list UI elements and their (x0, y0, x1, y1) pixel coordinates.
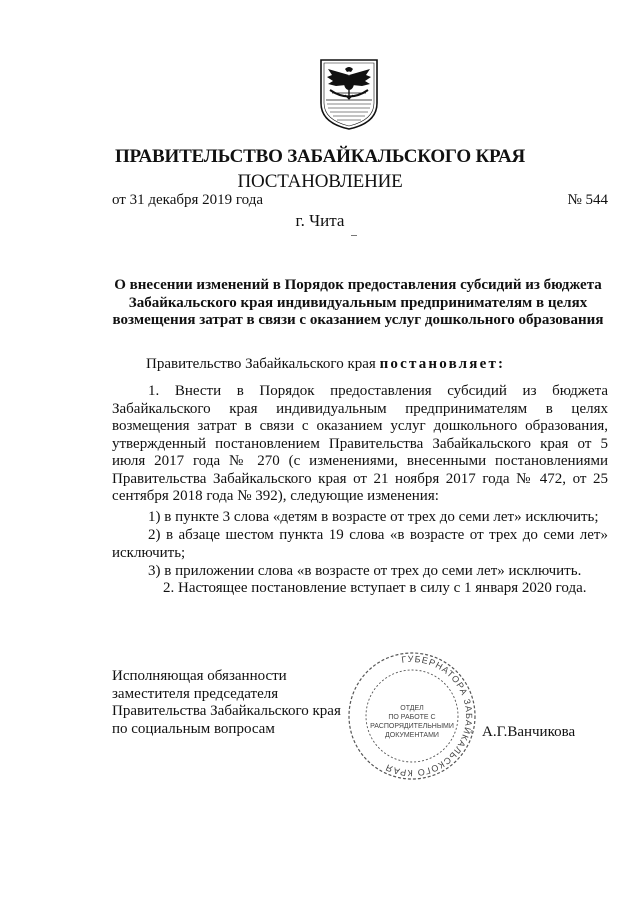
stamp-inner-text-2: ПО РАБОТЕ С (388, 714, 436, 721)
subclause-1: 1) в пункте 3 слова «детям в возрасте от трех до семи лет» исключить; (148, 509, 599, 525)
subclause-3: 3) в приложении слова «в возрасте от трех до семи лет» исключить. (148, 563, 582, 579)
preamble-decree: постановляет: (379, 356, 506, 372)
government-title: ПРАВИТЕЛЬСТВО ЗАБАЙКАЛЬСКОГО КРАЯ (114, 146, 526, 167)
stamp-inner-text-3: РАСПОРЯДИТЕЛЬНЫМИ (370, 723, 454, 730)
preamble-prefix: Правительство Забайкальского края (146, 356, 376, 372)
stamp-inner-text-4: ДОКУМЕНТАМИ (385, 732, 439, 739)
stamp-inner-text-1: ОТДЕЛ (400, 705, 424, 712)
document-type: ПОСТАНОВЛЕНИЕ (237, 171, 403, 192)
signatory-line: Правительства Забайкальского края (112, 703, 341, 719)
document-number: № 544 (567, 192, 608, 208)
subclause-2: 2) в абзаце шестом пункта 19 слова «в возрасте от трех до семи лет» исключить; (112, 527, 608, 561)
official-stamp (346, 650, 478, 782)
subject-line: возмещения затрат в связи с оказанием услуг дошкольного образования (112, 312, 604, 328)
document-subject (108, 277, 608, 330)
signatory-position (112, 668, 341, 738)
preamble (146, 356, 505, 373)
subject-line: О внесении изменений в Порядок предоставления субсидий из бюджета (114, 277, 602, 293)
document-city: г. Чита (295, 211, 345, 230)
signatory-line: по социальным вопросам (112, 720, 275, 737)
clause-1: 1. Внести в Порядок предоставления субсидий из бюджета Забайкальского края индивидуальным предпринимателям в целях возмещения затрат в связи с оказанием услуг дошкольного образования, утвержденный постановлением Правительства Забайкальского края от 5 июля 2017 года № 270 (с изменениями, внесенными постановлениями Правительства Забайкальского края от 21 ноября 2017 года № 472, от 25 сентября 2018 года № 392), следующие изменения: (112, 383, 608, 504)
coat-of-arms-icon (318, 57, 380, 131)
stamp-outer-text: ГУБЕРНАТОРА ЗАБАЙКАЛЬСКОГО КРАЯ (383, 653, 475, 779)
divider (351, 235, 357, 236)
signatory-line: заместителя председателя (112, 685, 279, 702)
signatory-line: Исполняющая обязанности (112, 668, 287, 684)
clause-2: 2. Настоящее постановление вступает в силу с 1 января 2020 года. (163, 580, 587, 596)
document-date: от 31 декабря 2019 года (112, 192, 264, 208)
subject-line: Забайкальского края индивидуальным предпринимателям в целях (128, 294, 588, 311)
signatory-name: А.Г.Ванчикова (482, 724, 576, 740)
